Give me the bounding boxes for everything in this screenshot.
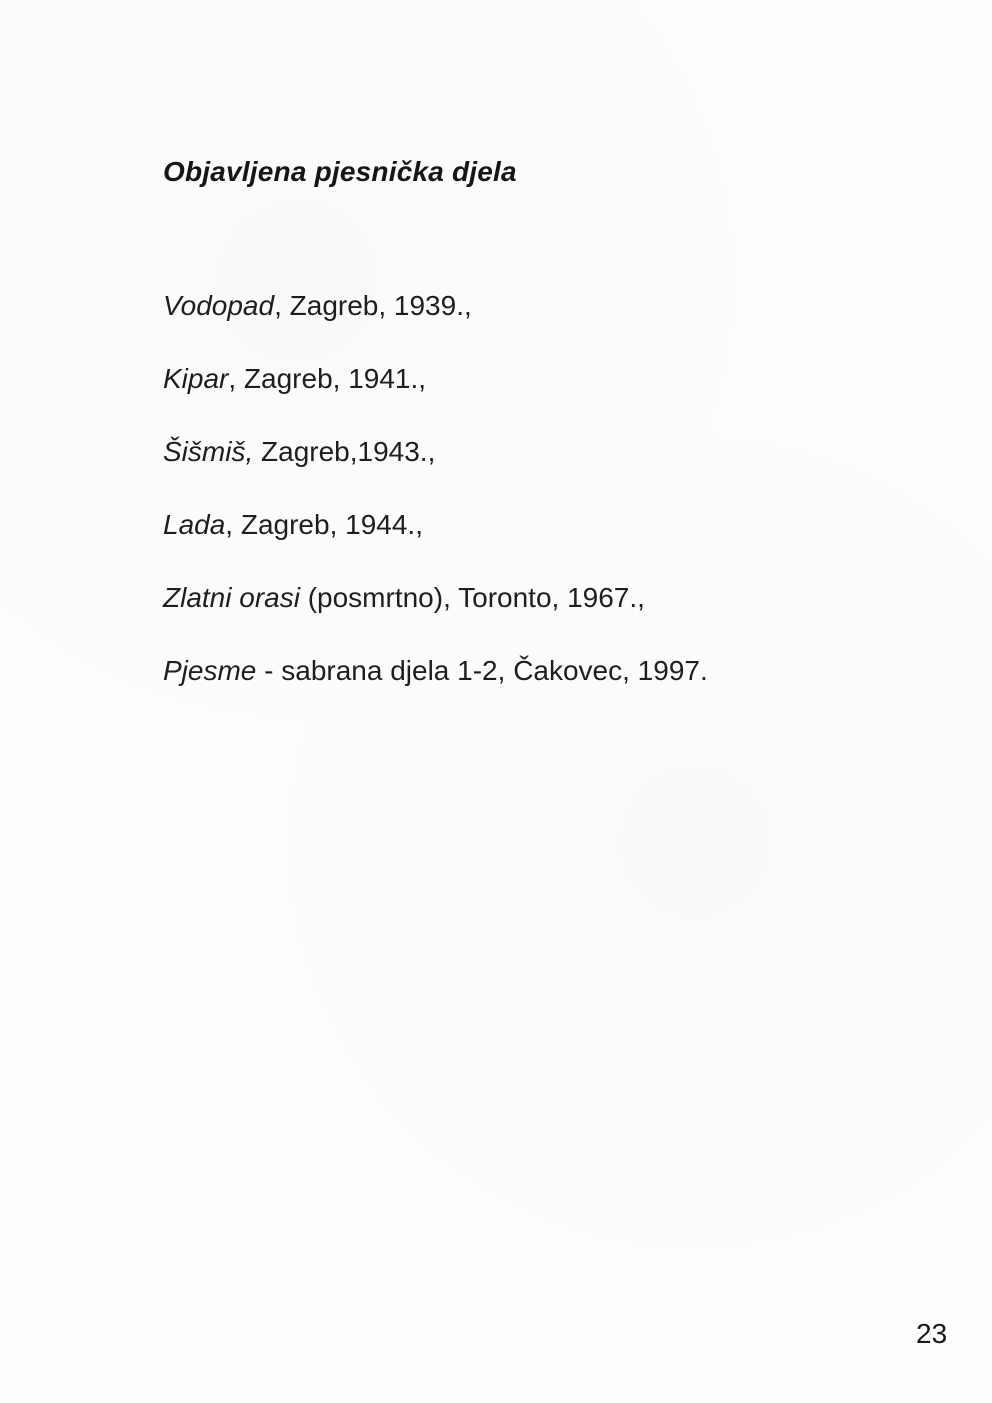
entry-detail: - sabrana djela 1-2, Čakovec, 1997. — [256, 655, 708, 686]
page-number: 23 — [916, 1318, 948, 1349]
work-title: Zlatni orasi — [163, 582, 300, 613]
bibliography-entry — [163, 292, 708, 320]
entry-detail: , Zagreb, 1939., — [274, 290, 472, 321]
bibliography-entry — [163, 584, 708, 612]
entry-detail: , Zagreb, 1941., — [228, 363, 427, 394]
entry-detail: Zagreb,1943., — [253, 436, 436, 467]
section-heading: Objavljena pjesnička djela — [163, 156, 517, 187]
work-title: Šišmiš, — [163, 436, 254, 467]
work-title: Kipar — [163, 363, 229, 394]
work-title: Pjesme — [163, 655, 257, 686]
bibliography-entry — [163, 511, 708, 539]
work-title: Lada — [163, 509, 226, 540]
work-title: Vodopad — [163, 290, 275, 321]
bibliography-entry — [163, 365, 708, 393]
bibliography-entry — [163, 438, 708, 466]
entry-detail: , Zagreb, 1944., — [225, 509, 423, 540]
bibliography-entry — [163, 657, 708, 685]
entry-detail: (posmrtno), Toronto, 1967., — [299, 582, 645, 613]
bibliography-list — [163, 292, 708, 730]
